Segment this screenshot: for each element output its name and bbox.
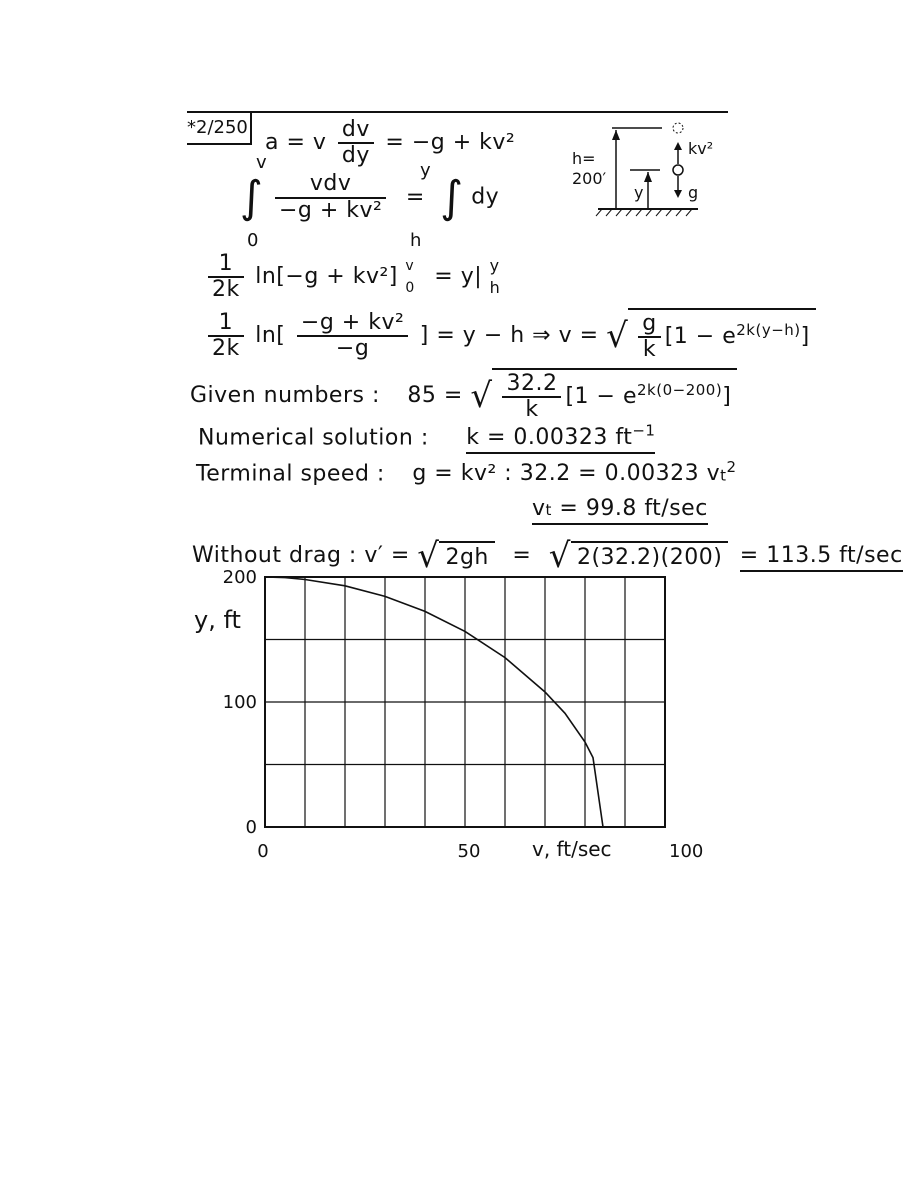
given-close: ] (722, 384, 732, 410)
eq-integral (240, 172, 499, 223)
log-upper: v (405, 258, 415, 275)
x-tick-label: 50 (457, 841, 481, 862)
terminal-sub: t (720, 466, 727, 485)
free-body-diagram (568, 118, 728, 218)
given-den: k (525, 397, 539, 423)
sol-sqrt-num: g (638, 312, 660, 338)
sqrt-icon: √ (470, 376, 493, 417)
sol-coef-num: 1 (208, 311, 244, 337)
y-axis-label: y, ft (194, 606, 241, 634)
numerical-result-exp: −1 (632, 422, 656, 440)
ground-hatch-icon (596, 209, 692, 216)
given-line (190, 368, 737, 424)
eq-accel-rhs: = −g + kv² (385, 130, 516, 156)
top-rule (187, 111, 728, 113)
sol-sqrt-den: k (642, 337, 657, 363)
sqrt-icon: √ (417, 536, 440, 576)
h-arrowhead-icon (612, 130, 620, 140)
terminal-sup: 2 (726, 458, 737, 476)
terminal-result-rest: = 99.8 ft/sec (559, 496, 708, 521)
problem-number: *2/250 (187, 113, 252, 145)
terminal-line (196, 458, 737, 486)
given-fraction (502, 372, 561, 422)
given-exp: 2k(0−200) (637, 380, 723, 399)
nodrag-result: = 113.5 ft/sec (740, 543, 903, 572)
sol-lhs: ln[ (255, 323, 286, 349)
log-coef (208, 252, 244, 302)
h-label: h= (572, 149, 596, 168)
numerical-result-value: k = 0.00323 ft (466, 425, 633, 451)
log-expr: ln[−g + kv²] (255, 264, 398, 290)
initial-position-icon (673, 123, 683, 133)
nodrag-sqrt1: 2gh (439, 541, 494, 572)
eq-accel-fraction (338, 118, 374, 168)
given-bracket: [1 − e (565, 384, 638, 410)
eq-solution (204, 308, 816, 364)
log-coef-num: 1 (208, 252, 244, 278)
terminal-result-line (532, 496, 708, 521)
int-num: vdv (275, 172, 386, 198)
eq-log (204, 252, 500, 302)
int-fraction (275, 172, 386, 222)
int-rhs: dy (471, 184, 500, 210)
x-tick-label: 0 (257, 841, 269, 862)
int-upper-right: y (420, 160, 431, 181)
sol-sqrt-bracket: [1 − e (664, 324, 737, 350)
int-upper-left: v (256, 152, 267, 173)
y-tick-label: 0 (245, 817, 257, 838)
particle-icon (673, 165, 683, 175)
sol-sqrt-exp: 2k(y−h) (736, 320, 801, 339)
log-eval-upper: y (489, 256, 500, 276)
int-den: −g + kv² (278, 197, 383, 223)
given-lhs: 85 = (407, 383, 463, 409)
given-sqrt (492, 368, 737, 424)
sol-den: −g (335, 336, 370, 362)
eq-accel-den: dy (341, 143, 370, 169)
log-coef-den: 2k (212, 277, 240, 303)
h-value: 200′ (572, 169, 607, 188)
numerical-line (198, 422, 655, 450)
int-eq: = (405, 184, 425, 210)
velocity-height-chart (180, 560, 720, 870)
eq-acceleration (265, 118, 515, 168)
given-label: Given numbers : (190, 383, 380, 409)
integral-sign-left: ∫ (240, 172, 264, 223)
log-eval-lower: h (489, 278, 501, 298)
sol-num: −g + kv² (297, 311, 408, 337)
numerical-result (466, 422, 656, 454)
integral-sign-right: ∫ (440, 172, 464, 223)
y-tick-label: 200 (222, 567, 257, 588)
gravity-label: g (688, 183, 699, 202)
nodrag-sqrt2: 2(32.2)(200) (571, 541, 728, 572)
sol-mid: ] = y − h ⇒ v = (419, 323, 599, 349)
sol-sqrt-fraction (638, 312, 660, 362)
y-arrowhead-icon (644, 172, 652, 182)
sqrt-icon: √ (548, 536, 571, 576)
int-lower-right: h (410, 230, 422, 251)
log-lower: 0 (405, 280, 415, 297)
given-num: 32.2 (502, 372, 561, 398)
y-label: y (634, 183, 644, 202)
terminal-eq: g = kv² : 32.2 = 0.00323 v (412, 461, 721, 487)
x-tick-label: 100 (669, 841, 704, 862)
sqrt-icon: √ (606, 316, 629, 357)
drag-label: kv² (688, 139, 714, 158)
terminal-result-v: v (532, 496, 546, 521)
chart-grid (265, 577, 665, 827)
gravity-arrowhead-icon (674, 190, 682, 198)
drag-arrowhead-icon (674, 142, 682, 150)
sol-coef-den: 2k (212, 336, 240, 362)
x-tick-labels (257, 841, 703, 862)
y-tick-label: 100 (222, 692, 257, 713)
x-axis-label: v, ft/sec (532, 837, 612, 861)
terminal-result (532, 496, 708, 525)
sol-coef (208, 311, 244, 361)
terminal-label: Terminal speed : (196, 461, 385, 487)
nodrag-label: Without drag : v′ = (192, 543, 410, 568)
sol-fraction (297, 311, 408, 361)
sol-sqrt-close: ] (800, 324, 810, 350)
log-eq: = y| (434, 264, 483, 290)
numerical-label: Numerical solution : (198, 425, 429, 451)
terminal-result-sub: t (545, 501, 552, 519)
eq-accel-lhs: a = v (265, 130, 327, 156)
eq-accel-num: dv (338, 118, 374, 144)
sol-sqrt (628, 308, 816, 364)
int-lower-left: 0 (247, 230, 259, 251)
nodrag-eq: = (512, 543, 532, 568)
